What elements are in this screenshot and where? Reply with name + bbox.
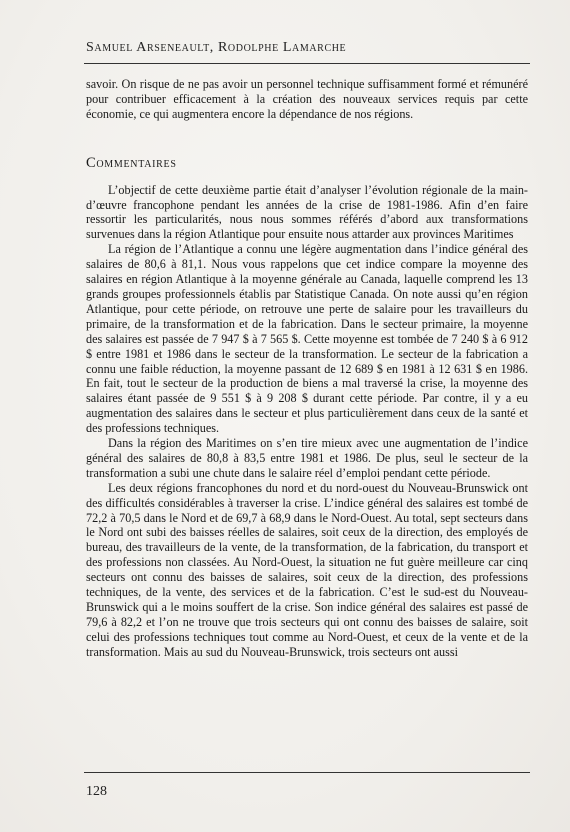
paragraph-3: Dans la région des Maritimes on s’en tire mieux avec une augmentation de l’indice général des salaires de 80,8 à 83,5 entre 1981 et 1986. De plus, seul le secteur de la transformation a subi une chute dans le salaire réel d’emploi pendant cette période. <box>86 436 528 480</box>
continuation-paragraph: savoir. On risque de ne pas avoir un personnel technique suffisamment formé et rémunéré pour contribuer efficacement à la création des nouveaux services requis par cette économie, ce qui augmentera encore la dépendance de nos régions. <box>86 77 528 121</box>
page-number: 128 <box>86 784 107 799</box>
footer-rule <box>84 772 530 773</box>
running-head: Samuel Arseneault, Rodolphe Lamarche <box>86 40 347 55</box>
header-rule <box>84 63 530 64</box>
paragraph-2: La région de l’Atlantique a connu une légère augmentation dans l’indice général des salaires de 80,6 à 81,1. Nous vous rappelons que cet indice compare la moyenne des salaires en région Atlantique à la moyenne générale au Canada, laquelle comprend les 13 grands groupes professionnels établis par Statistique Canada. On note aussi qu’en région Atlantique, pour cette période, on retrouve une perte de salaire pour les travailleurs du primaire, de la transformation et de la fabrication. Dans le secteur primaire, la moyenne des salaires est passée de 7 947 $ à 7 565 $. Cette moyenne est tombée de 7 240 $ à 6 912 $ entre 1981 et 1986 dans le secteur de la transformation. Le secteur de la fabrication a connu une faible réduction, la moyenne passant de 12 689 $ en 1981 à 12 631 $ en 1986. En fait, tout le secteur de la production de biens a mal traversé la crise, la moyenne des salaires étant passée de 9 551 $ à 9 208 $ durant cette période. Par contre, il y a eu augmentation des salaires dans le secteur et plus particulièrement dans ceux de la santé et des professions techniques. <box>86 242 528 436</box>
paragraph-4: Les deux régions francophones du nord et du nord-ouest du Nouveau-Brunswick ont des difficultés considérables à traverser la crise. L’indice général des salaires est tombé de 72,2 à 70,5 dans le Nord et de 69,7 à 68,9 dans le Nord-Ouest. Au total, sept secteurs dans le Nord ont subi des baisses réelles de salaires, soit ceux de la direction, des employés de bureau, des travailleurs de la vente, de la transformation, de la fabrication, du transport et des professions non classées. Au Nord-Ouest, la situation ne fut guère meilleure car cinq secteurs ont connu des baisses de salaires, soit ceux de la direction, des professions techniques, de la vente, des services et de la fabrication. C’est le sud-est du Nouveau-Brunswick qui a le moins souffert de la crise. Son indice général des salaires est passé de 79,6 à 82,2 et l’on ne trouve que trois secteurs qui ont connu des baisses de salaire, soit celui des professions techniques tout comme au Nord-Ouest, et ceux de la vente et de la transformation. Mais au sud du Nouveau-Brunswick, trois secteurs ont aussi <box>86 480 528 659</box>
page-body <box>86 77 528 660</box>
paragraph-1: L’objectif de cette deuxième partie était d’analyser l’évolution régionale de la main-d’œuvre francophone pendant les années de la crise de 1981-1986. Afin d’en faire ressortir les particularités, nous nous sommes référés d’abord aux transformations survenues dans la région Atlantique pour ensuite nous attarder aux provinces Maritimes <box>86 182 528 242</box>
section-heading: Commentaires <box>86 154 177 171</box>
